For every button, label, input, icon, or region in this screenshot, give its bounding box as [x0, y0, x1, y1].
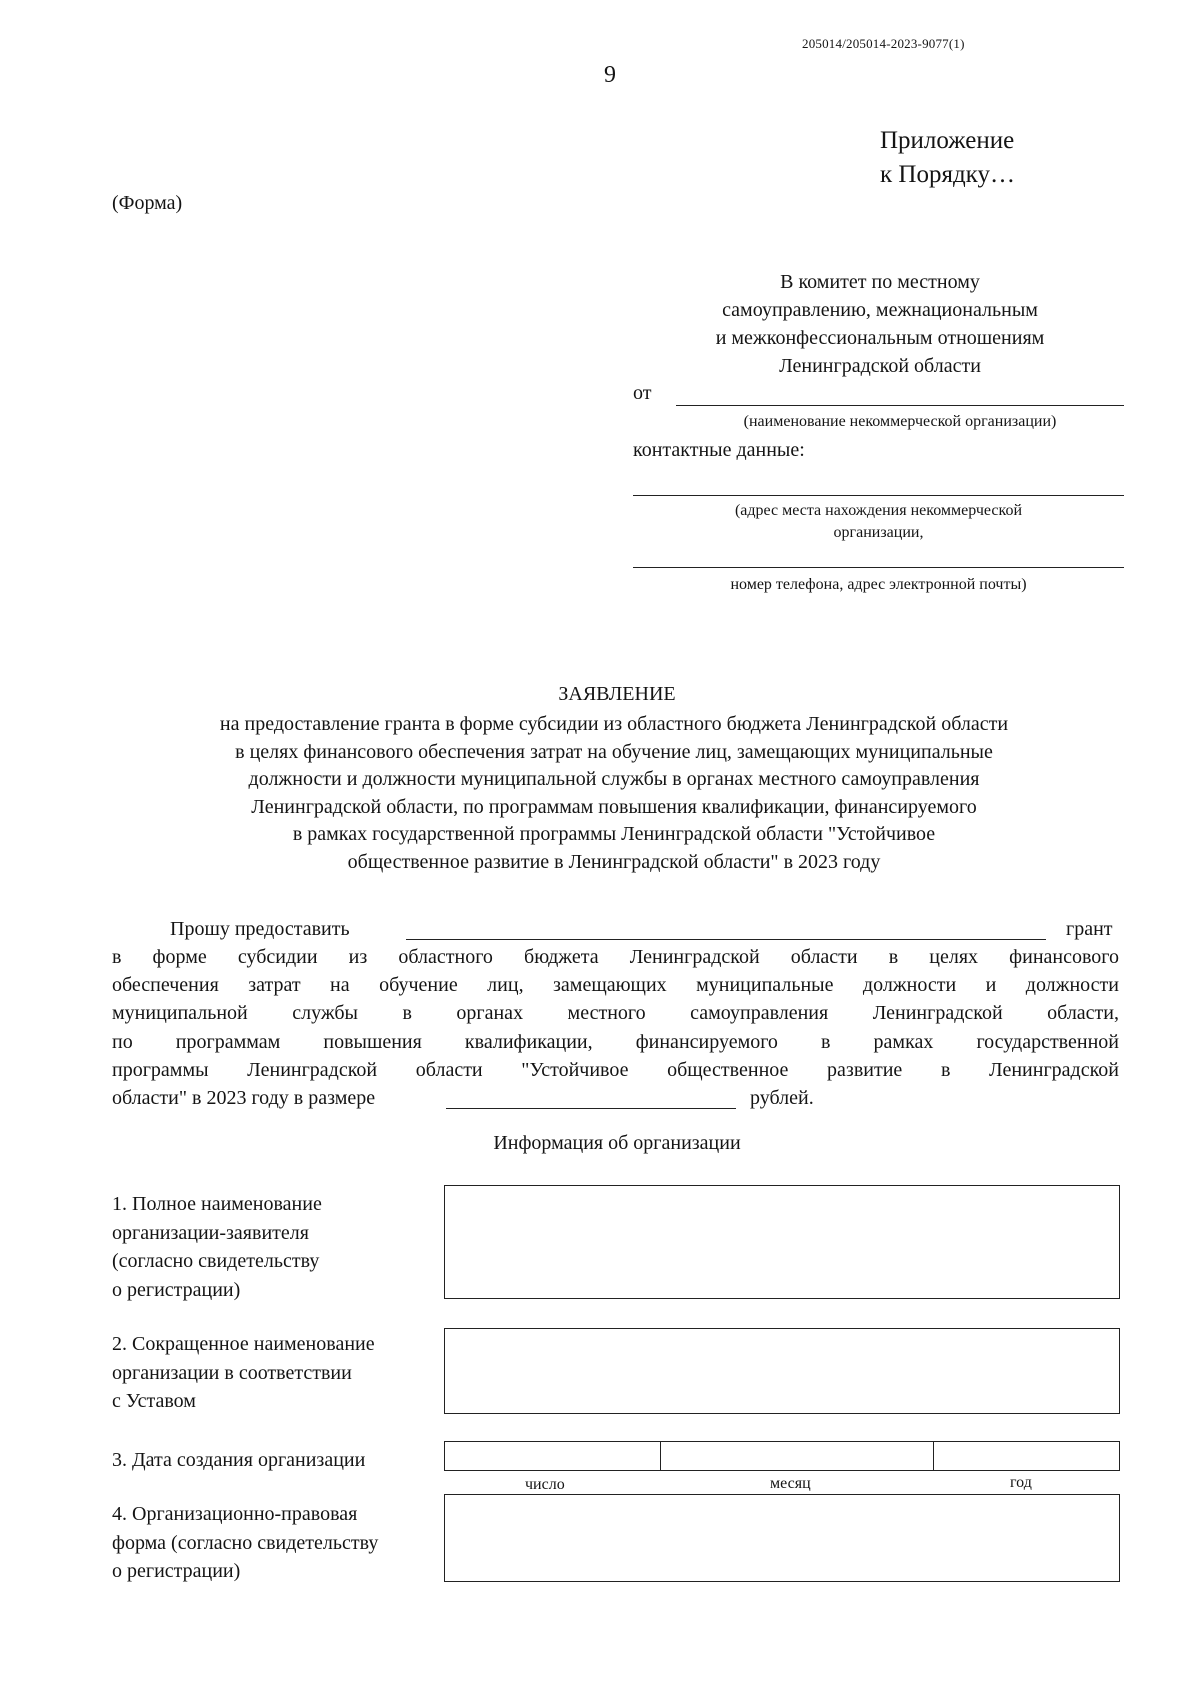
statement-title: ЗАЯВЛЕНИЕ	[558, 683, 676, 705]
full-name-input[interactable]	[444, 1185, 1120, 1299]
creation-date-input[interactable]	[444, 1441, 1120, 1471]
label-line: о регистрации)	[112, 1560, 241, 1582]
label-line: с Уставом	[112, 1390, 196, 1412]
addressee-block	[660, 268, 1100, 380]
appendix-line-2: к Порядку…	[880, 161, 1015, 188]
date-day-caption: число	[525, 1476, 565, 1493]
subtitle-line: в рамках государственной программы Ленинградской области "Устойчивое	[292, 823, 936, 845]
org-name-caption: (наименование некоммерческой организации)	[743, 413, 1057, 430]
addressee-line: Ленинградской области	[779, 355, 981, 377]
org-info-title: Информация об организации	[493, 1132, 741, 1154]
date-month-cell[interactable]	[660, 1442, 934, 1470]
legal-form-input[interactable]	[444, 1494, 1120, 1582]
page-number: 9	[604, 62, 616, 88]
contacts-input-line[interactable]	[633, 567, 1124, 568]
label-line: 1. Полное наименование	[112, 1193, 322, 1215]
date-year-cell[interactable]	[933, 1442, 1119, 1470]
appendix-line-1: Приложение	[880, 127, 1015, 154]
address-caption-line-2: организации,	[833, 524, 924, 541]
request-start: Прошу предоставить	[170, 918, 350, 940]
addressee-line: и межконфессиональным отношениям	[715, 327, 1045, 349]
field-full-name-label	[112, 1190, 442, 1304]
addressee-line: В комитет по местному	[780, 271, 980, 293]
request-amount-start: области" в 2023 году в размере	[112, 1087, 376, 1109]
date-year-caption: год	[1010, 1474, 1032, 1491]
phone-email-caption: номер телефона, адрес электронной почты)	[730, 576, 1027, 593]
request-grant-word: грант	[1066, 918, 1113, 940]
field-creation-date-label	[112, 1446, 442, 1475]
label-line: организации-заявителя	[112, 1221, 309, 1244]
request-body-line: обеспечения затрат на обучение лиц, замещающих муниципальные должности и должности	[112, 974, 1119, 996]
request-body-line: в форме субсидии из областного бюджета Ленинградской области в целях финансового	[112, 946, 1119, 968]
field-legal-form-label	[112, 1500, 442, 1586]
subtitle-line: в целях финансового обеспечения затрат на обучение лиц, замещающих муниципальные	[235, 740, 993, 763]
date-day-cell[interactable]	[445, 1442, 661, 1470]
addressee-line: самоуправлению, межнациональным	[722, 299, 1038, 321]
subtitle-line: общественное развитие в Ленинградской области" в 2023 году	[347, 850, 881, 873]
date-month-caption: месяц	[770, 1475, 811, 1492]
request-body-line: муниципальной службы в органах местного самоуправления Ленинградской области,	[112, 1002, 1119, 1024]
label-line: 3. Дата создания организации	[112, 1449, 366, 1471]
address-input-line[interactable]	[633, 495, 1124, 496]
request-body-line: по программам повышения квалификации, финансируемого в рамках государственной	[112, 1031, 1119, 1053]
grant-recipient-input-line[interactable]	[406, 939, 1046, 940]
contact-data-label: контактные данные:	[633, 439, 805, 461]
appendix-heading	[880, 124, 1080, 192]
address-caption-line-1: (адрес места нахождения некоммерческой	[734, 502, 1023, 519]
org-name-input-line[interactable]	[676, 405, 1124, 406]
subtitle-line: на предоставление гранта в форме субсидии из областного бюджета Ленинградской области	[219, 713, 1009, 735]
request-body-line: программы Ленинградской области "Устойчивое общественное развитие в Ленинградской	[112, 1059, 1119, 1081]
label-line: организации в соответствии	[112, 1361, 352, 1384]
request-amount-end: рублей.	[750, 1087, 814, 1109]
from-label: от	[633, 382, 652, 404]
amount-input-line[interactable]	[446, 1108, 736, 1109]
statement-subtitle	[110, 711, 1118, 876]
subtitle-line: должности и должности муниципальной службы в органах местного самоуправления	[248, 768, 980, 790]
address-caption	[633, 500, 1124, 544]
field-short-name-label	[112, 1330, 442, 1416]
label-line: о регистрации)	[112, 1278, 241, 1301]
label-line: (согласно свидетельству	[112, 1250, 320, 1272]
short-name-input[interactable]	[444, 1328, 1120, 1414]
subtitle-line: Ленинградской области, по программам повышения квалификации, финансируемого	[251, 795, 977, 818]
label-line: форма (согласно свидетельству	[112, 1531, 379, 1554]
label-line: 2. Сокращенное наименование	[112, 1333, 375, 1355]
label-line: 4. Организационно-правовая	[112, 1503, 358, 1525]
document-id: 205014/205014-2023-9077(1)	[802, 36, 965, 51]
form-label: (Форма)	[112, 192, 183, 214]
